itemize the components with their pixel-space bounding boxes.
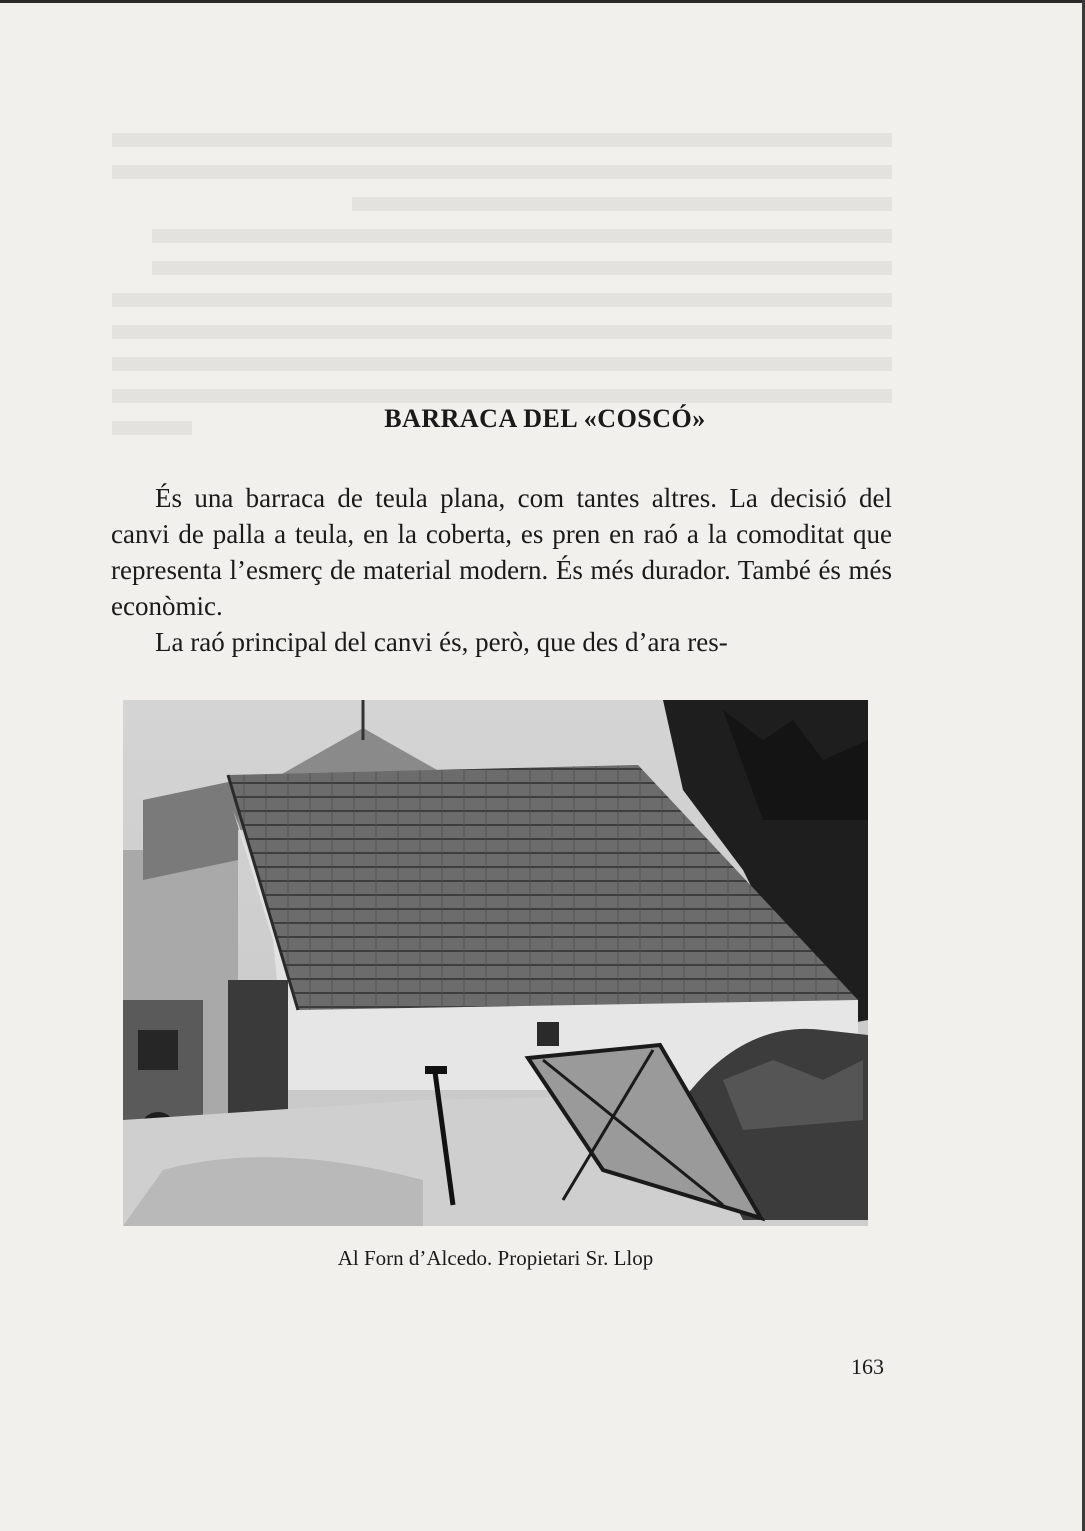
page-number: 163 (851, 1354, 884, 1379)
body-paragraph-2: La raó principal del canvi és, però, que des d’ara res- (155, 627, 728, 657)
photo-caption: Al Forn d’Alcedo. Propietari Sr. Llop (337, 1246, 654, 1270)
section-heading: BARRACA DEL «COSCÓ» (384, 404, 706, 433)
top-scan-edge (0, 0, 1085, 3)
body-paragraph-1: És una barraca de teula plana, com tantes altres. La decisió del canvi de palla a teula, en la coberta, es pren en raó a la comoditat que representa l’esmerç de material modern. És més durador. També és més econòmic. (111, 483, 892, 621)
barraca-photograph (123, 700, 868, 1226)
